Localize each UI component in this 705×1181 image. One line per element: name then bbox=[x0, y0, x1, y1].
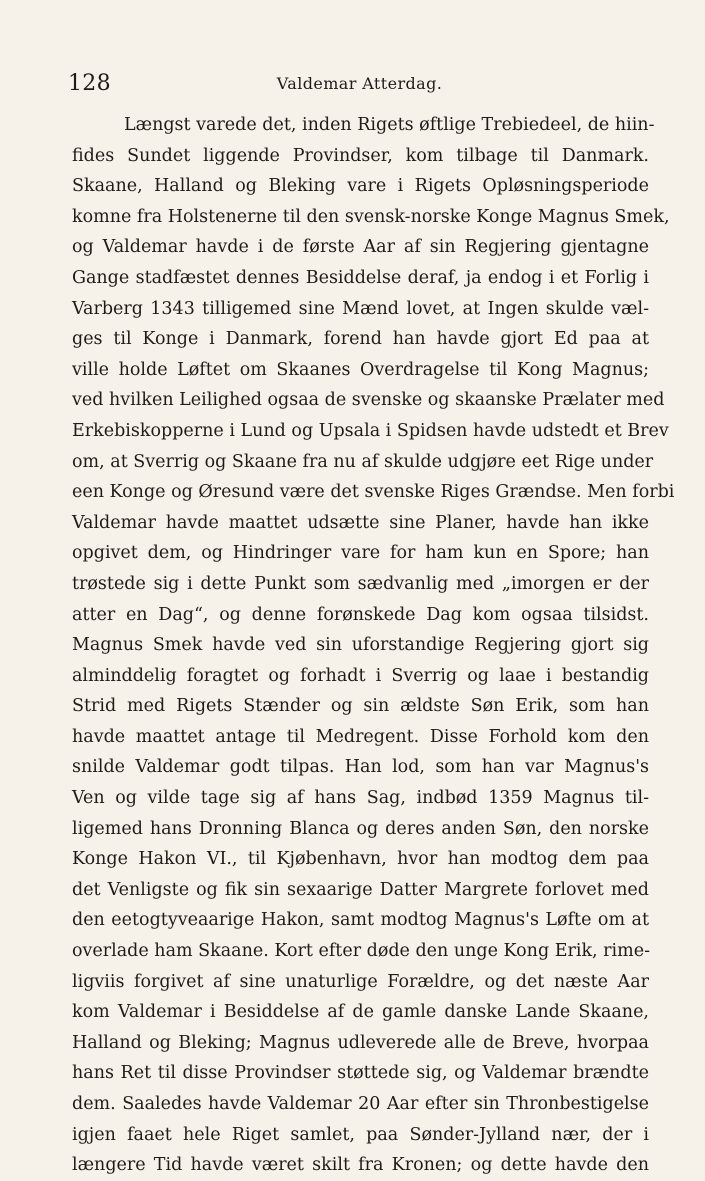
text-line: dem. Saaledes havde Valdemar 20 Aar efter sin Thronbestigelse bbox=[72, 1094, 649, 1114]
text-line: hans Ret til disse Provindser støttede sig, og Valdemar brændte bbox=[72, 1063, 649, 1084]
text-line: Skaane, Halland og Bleking vare i Rigets Opløsningsperiode bbox=[72, 176, 649, 197]
text-line: ligemed hans Dronning Blanca og deres anden Søn, den norske bbox=[72, 818, 649, 839]
text-line: om, at Sverrig og Skaane fra nu af skulde udgjøre eet Rige under bbox=[72, 451, 654, 472]
text-line: Erkebiskopperne i Lund og Upsala i Spidsen havde udstedt et Brev bbox=[72, 420, 669, 441]
text-line: ved hvilken Leilighed ogsaa de svenske og skaanske Prælater med bbox=[72, 390, 665, 411]
text-line: komne fra Holstenerne til den svensk-norske Konge Magnus Smek, bbox=[72, 206, 670, 227]
text-line: ges til Konge i Danmark, forend han havde gjort Ed paa at bbox=[72, 329, 649, 350]
text-line: atter en Dag“, og denne forønskede Dag kom ogsaa tilsidst. bbox=[72, 604, 649, 625]
text-line: alminddelig foragtet og forhadt i Sverrig og laae i bestandig bbox=[72, 665, 649, 686]
text-line: een Konge og Øresund være det svenske Riges Grændse. Men forbi bbox=[72, 482, 675, 503]
text-line: Halland og Bleking; Magnus udleverede alle de Breve, hvorpaa bbox=[72, 1032, 649, 1053]
text-line: Gange stadfæstet dennes Besiddelse deraf, ja endog i et Forlig i bbox=[72, 267, 649, 288]
text-line: den eetogtyveaarige Hakon, samt modtog Magnus's Løfte om at bbox=[72, 910, 649, 931]
text-line: overlade ham Skaane. Kort efter døde den unge Kong Erik, rime- bbox=[72, 941, 651, 962]
text-line: trøstede sig i dette Punkt som sædvanlig med „imorgen er der bbox=[72, 573, 649, 594]
text-line: kom Valdemar i Besiddelse af de gamle danske Lande Skaane, bbox=[72, 1002, 649, 1023]
page-header bbox=[68, 66, 651, 102]
running-title: Valdemar Atterdag. bbox=[276, 74, 443, 93]
body-text bbox=[72, 110, 675, 1181]
text-line: snilde Valdemar godt tilpas. Han lod, som han var Magnus's bbox=[72, 757, 649, 778]
text-line: igjen faaet hele Riget samlet, paa Sønder-Jylland nær, der i bbox=[72, 1124, 649, 1145]
text-line: ligviis forgivet af sine unaturlige Forældre, og det næste Aar bbox=[72, 971, 649, 992]
text-line: Strid med Rigets Stænder og sin ældste Søn Erik, som han bbox=[72, 696, 649, 717]
text-line: Varberg 1343 tilligemed sine Mænd lovet, at Ingen skulde væl- bbox=[72, 298, 649, 319]
text-line: Magnus Smek havde ved sin uforstandige Regjering gjort sig bbox=[72, 635, 649, 656]
text-line: og Valdemar havde i de første Aar af sin Regjering gjentagne bbox=[72, 237, 649, 258]
text-line: fides Sundet liggende Provindser, kom tilbage til Danmark. bbox=[72, 145, 649, 166]
text-line: Længst varede det, inden Rigets øftlige Trebiedeel, de hiin- bbox=[124, 115, 655, 135]
text-line: havde maattet antage til Medregent. Disse Forhold kom den bbox=[72, 726, 649, 747]
text-line: ville holde Løftet om Skaanes Overdragelse til Kong Magnus; bbox=[72, 359, 649, 380]
text-line: opgivet dem, og Hindringer vare for ham kun en Spore; han bbox=[72, 543, 649, 564]
page-number: 128 bbox=[68, 71, 111, 96]
text-line: det Venligste og fik sin sexaarige Datter Margrete forlovet med bbox=[72, 879, 649, 900]
text-line: Valdemar havde maattet udsætte sine Planer, havde han ikke bbox=[72, 512, 649, 533]
text-line: Konge Hakon VI., til Kjøbenhavn, hvor han modtog dem paa bbox=[72, 849, 649, 870]
text-line: længere Tid havde været skilt fra Kronen; og dette havde den bbox=[72, 1155, 649, 1176]
text-line: Ven og vilde tage sig af hans Sag, indbød 1359 Magnus til- bbox=[72, 788, 649, 809]
